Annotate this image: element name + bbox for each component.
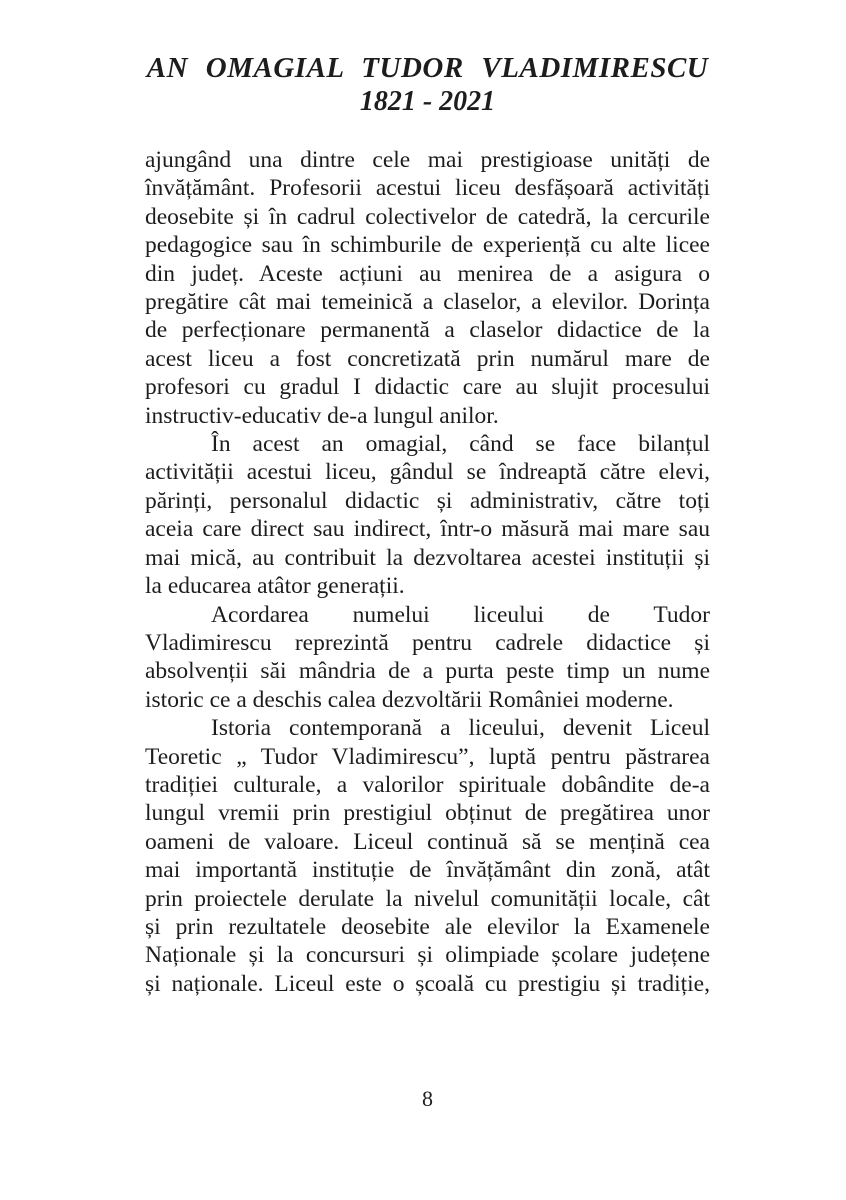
text-line: profesori cu gradul I didactic care au slujit procesului bbox=[145, 374, 710, 401]
paragraph bbox=[145, 714, 710, 998]
paragraph bbox=[145, 601, 710, 715]
text-line: oameni de valoare. Liceul continuă să se mențină cea bbox=[145, 828, 710, 855]
text-line: absolvenții săi mândria de a purta peste timp un nume bbox=[145, 658, 710, 685]
text-line: pregătire cât mai temeinică a claselor, a elevilor. Dorința bbox=[145, 289, 710, 316]
text-line: Naționale și la concursuri și olimpiade școlare județene bbox=[145, 942, 710, 969]
text-line: Vladimirescu reprezintă pentru cadrele didactice și bbox=[145, 629, 710, 656]
page-header bbox=[145, 0, 710, 117]
text-line: Teoretic „ Tudor Vladimirescu”, luptă pentru păstrarea bbox=[145, 743, 710, 770]
text-line: mai mică, au contribuit la dezvoltarea acestei instituții și bbox=[145, 544, 710, 571]
text-line: la educarea atâtor generații. bbox=[145, 573, 405, 600]
text-line: din județ. Aceste acțiuni au menirea de a asigura o bbox=[145, 260, 710, 287]
text-line: pedagogice sau în schimburile de experiență cu alte licee bbox=[145, 232, 710, 259]
text-line: instructiv-educativ de-a lungul anilor. bbox=[145, 402, 499, 429]
text-line: și prin rezultatele deosebite ale elevilor la Examenele bbox=[145, 913, 710, 940]
text-line: activității acestui liceu, gândul se îndreaptă către elevi, bbox=[145, 459, 710, 486]
text-line: părinți, personalul didactic și administrativ, către toți bbox=[145, 487, 710, 514]
body-text bbox=[145, 146, 710, 998]
text-column bbox=[145, 0, 710, 998]
text-line: lungul vremii prin prestigiul obținut de pregătirea unor bbox=[145, 800, 710, 827]
text-line: de perfecționare permanentă a claselor didactice de la bbox=[145, 317, 710, 344]
text-line: ajungând una dintre cele mai prestigioase unități de bbox=[145, 147, 710, 173]
text-line: aceia care direct sau indirect, într-o măsură mai mare sau bbox=[145, 516, 710, 543]
text-line: acest liceu a fost concretizată prin numărul mare de bbox=[145, 345, 710, 372]
paragraph bbox=[145, 146, 710, 430]
text-line: deosebite și în cadrul colectivelor de catedră, la cercurile bbox=[145, 203, 710, 230]
text-line: mai importantă instituție de învățământ din zonă, atât bbox=[145, 857, 710, 884]
page-title: AN OMAGIAL TUDOR VLADIMIRESCU bbox=[146, 52, 709, 84]
text-line: prin proiectele derulate la nivelul comunității locale, cât bbox=[145, 885, 710, 912]
text-line: În acest an omagial, când se face bilanțul bbox=[211, 431, 710, 458]
page-subtitle: 1821 - 2021 bbox=[359, 86, 496, 117]
text-line: tradiției culturale, a valorilor spirituale dobândite de-a bbox=[145, 771, 710, 798]
text-line: Istoria contemporană a liceului, devenit Liceul bbox=[211, 715, 710, 742]
page-number: 8 bbox=[422, 1086, 433, 1111]
paragraph bbox=[145, 430, 710, 600]
text-line: Acordarea numelui liceului de Tudor bbox=[211, 601, 710, 628]
text-line: și naționale. Liceul este o școală cu prestigiu și tradiție, bbox=[145, 970, 710, 997]
text-line: învățământ. Profesorii acestui liceu desfășoară activități bbox=[145, 175, 710, 202]
text-line: istoric ce a deschis calea dezvoltării României moderne. bbox=[145, 686, 674, 713]
